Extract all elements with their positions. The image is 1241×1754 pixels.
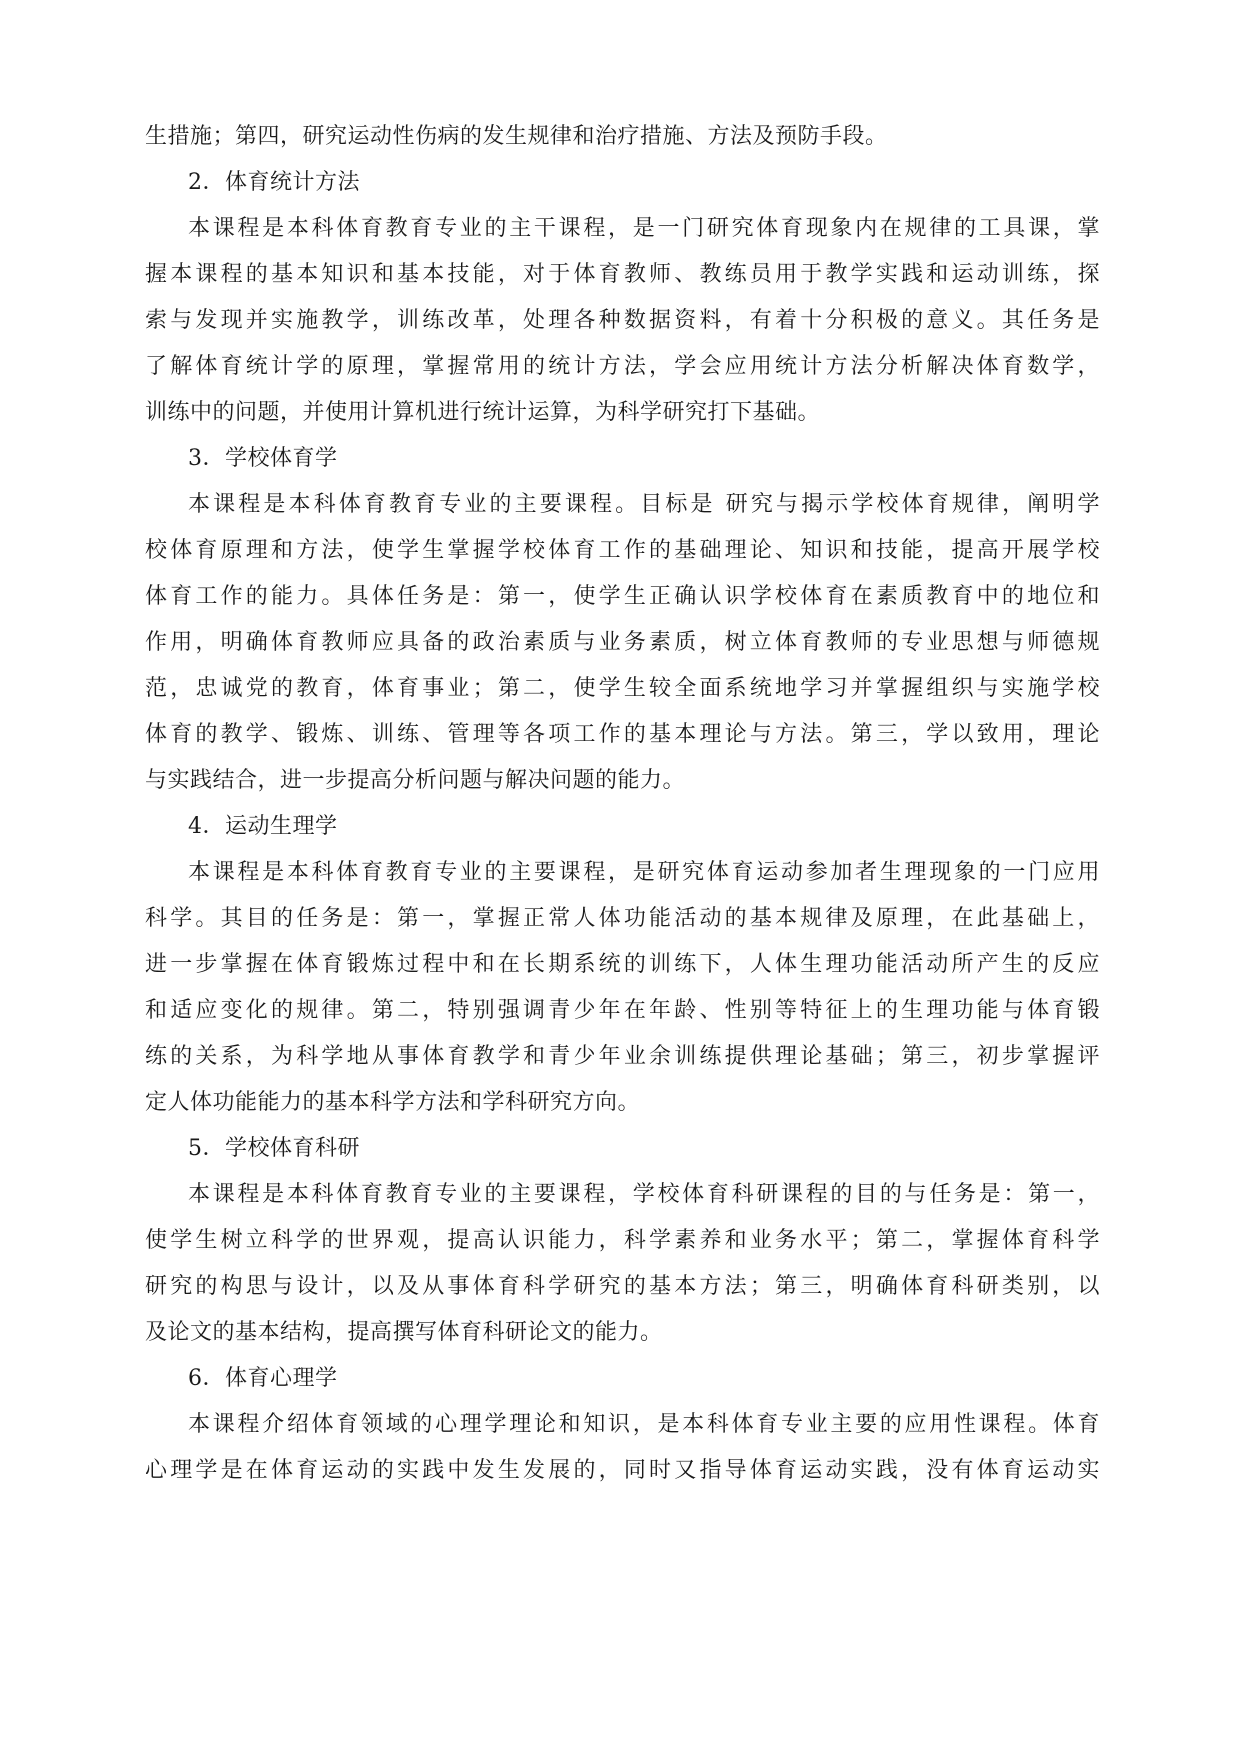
paragraph-line: 练的关系，为科学地从事体育教学和青少年业余训练提供理论基础；第三，初步掌握评	[145, 1044, 1100, 1069]
paragraph-line: 了解体育统计学的原理，掌握常用的统计方法，学会应用统计方法分析解决体育数学，	[145, 354, 1100, 379]
paragraph-line: 本课程是本科体育教育专业的主干课程，是一门研究体育现象内在规律的工具课，掌	[188, 216, 1100, 241]
paragraph-line: 范，忠诚党的教育，体育事业；第二，使学生较全面系统地学习并掌握组织与实施学校	[145, 676, 1100, 701]
section-heading-5: 5．学校体育科研	[188, 1136, 360, 1161]
paragraph-line: 使学生树立科学的世界观，提高认识能力，科学素养和业务水平；第二，掌握体育科学	[145, 1228, 1100, 1253]
paragraph-line: 本课程介绍体育领域的心理学理论和知识，是本科体育专业主要的应用性课程。体育	[188, 1412, 1100, 1437]
paragraph-line: 索与发现并实施教学，训练改革，处理各种数据资料，有着十分积极的意义。其任务是	[145, 308, 1100, 333]
paragraph-line: 与实践结合，进一步提高分析问题与解决问题的能力。	[145, 768, 686, 793]
paragraph-line: 本课程是本科体育教育专业的主要课程，学校体育科研课程的目的与任务是：第一，	[188, 1182, 1100, 1207]
paragraph-line: 校体育原理和方法，使学生掌握学校体育工作的基础理论、知识和技能，提高开展学校	[145, 538, 1100, 563]
paragraph-line: 作用，明确体育教师应具备的政治素质与业务素质，树立体育教师的专业思想与师德规	[145, 630, 1100, 655]
paragraph-line: 生措施；第四，研究运动性伤病的发生规律和治疗措施、方法及预防手段。	[145, 124, 888, 149]
section-heading-3: 3．学校体育学	[188, 446, 338, 471]
paragraph-line: 本课程是本科体育教育专业的主要课程，是研究体育运动参加者生理现象的一门应用	[188, 860, 1100, 885]
section-heading-6: 6．体育心理学	[188, 1366, 338, 1391]
paragraph-line: 体育的教学、锻炼、训练、管理等各项工作的基本理论与方法。第三，学以致用，理论	[145, 722, 1100, 747]
paragraph-line: 进一步掌握在体育锻炼过程中和在长期系统的训练下，人体生理功能活动所产生的反应	[145, 952, 1100, 977]
paragraph-line: 训练中的问题，并使用计算机进行统计运算，为科学研究打下基础。	[145, 400, 821, 425]
paragraph-line: 和适应变化的规律。第二，特别强调青少年在年龄、性别等特征上的生理功能与体育锻	[145, 998, 1100, 1023]
paragraph-line: 握本课程的基本知识和基本技能，对于体育教师、教练员用于教学实践和运动训练，探	[145, 262, 1100, 287]
paragraph-line: 本课程是本科体育教育专业的主要课程。目标是 研究与揭示学校体育规律，阐明学	[188, 492, 1100, 517]
paragraph-line: 心理学是在体育运动的实践中发生发展的，同时又指导体育运动实践，没有体育运动实	[145, 1458, 1100, 1483]
paragraph-line: 及论文的基本结构，提高撰写体育科研论文的能力。	[145, 1320, 663, 1345]
paragraph-line: 研究的构思与设计，以及从事体育科学研究的基本方法；第三，明确体育科研类别，以	[145, 1274, 1100, 1299]
paragraph-line: 体育工作的能力。具体任务是：第一，使学生正确认识学校体育在素质教育中的地位和	[145, 584, 1100, 609]
paragraph-line: 定人体功能能力的基本科学方法和学科研究方向。	[145, 1090, 641, 1115]
paragraph-line: 科学。其目的任务是：第一，掌握正常人体功能活动的基本规律及原理，在此基础上，	[145, 906, 1100, 931]
section-heading-2: 2．体育统计方法	[188, 170, 360, 195]
section-heading-4: 4．运动生理学	[188, 814, 338, 839]
